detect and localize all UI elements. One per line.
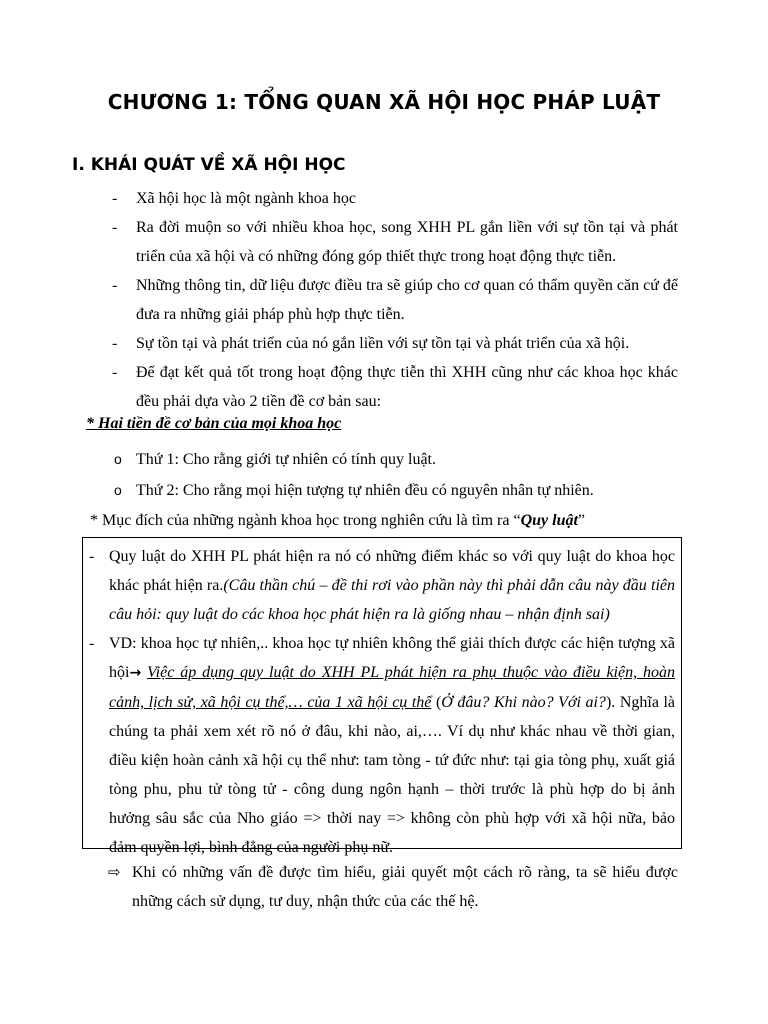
right-arrow-icon: → — [129, 665, 142, 681]
note-underlined-text: Việc áp dụng quy luật do XHH PL phát hiện ra phụ thuộc vào điều kiện, hoàn cảnh, lịch sử, xã hội cụ thể,… của 1 xã hội cụ thể — [109, 664, 676, 711]
list-item — [112, 213, 678, 271]
circle-bullet: o — [114, 451, 122, 467]
list-item-text: Thứ 2: Cho rằng mọi hiện tượng tự nhiên đều có nguyên nhân tự nhiên. — [136, 482, 594, 499]
premises-heading: * Hai tiền đề cơ bản của mọi khoa học — [86, 415, 342, 432]
circle-bullet: o — [114, 482, 122, 498]
list-item — [89, 542, 675, 629]
purpose-emphasis: Quy luật — [520, 512, 578, 529]
note-italic-text: (Câu thần chú – đề thi rơi vào phần này thì phải dẫn câu này đầu tiên câu hỏi: quy luật do các khoa học phát hiện ra là giống nhau – nhận định sai) — [109, 577, 675, 623]
purpose-statement — [90, 506, 690, 535]
dash-bullet: - — [112, 219, 118, 236]
list-item-text: Những thông tin, dữ liệu được điều tra sẽ giúp cho cơ quan có thẩm quyền căn cứ để đưa ra những giải pháp phù hợp thực tiễn. — [136, 277, 678, 323]
list-item — [112, 184, 678, 213]
note-explanation: Nghĩa là chúng ta phải xem xét rõ nó ở đâu, khi nào, ai,…. Ví dụ như khác nhau về thời gian, điều kiện hoàn cảnh xã hội cụ thể như: tam tòng - tứ đức như: tại gia tòng phụ, xuất giá tòng phu, phu tử tòng tử - công dung ngôn hạnh – thời trước là phù hợp do bị ảnh hưởng sâu sắc của Nho giáo => thời nay => không còn phù hợp với xã hội nữa, bảo đảm quyền lợi, bình đẳng của người phụ nữ. — [109, 694, 676, 856]
purpose-prefix: * Mục đích của những ngành khoa học trong nghiên cứu là tìm ra “ — [90, 512, 521, 529]
list-item-text: Để đạt kết quả tốt trong hoạt động thực tiễn thì XHH cũng như các khoa học khác đều phải dựa vào 2 tiền đề cơ bản sau: — [136, 364, 678, 410]
dash-bullet: - — [112, 364, 118, 381]
dash-bullet: - — [112, 335, 118, 352]
note-list — [83, 538, 681, 862]
list-item — [112, 358, 678, 416]
section-heading: I. KHÁI QUÁT VỀ XÃ HỘI HỌC — [72, 155, 346, 175]
dash-bullet: - — [112, 190, 118, 207]
purpose-suffix: ” — [577, 512, 586, 529]
list-item — [112, 329, 678, 358]
list-item — [112, 271, 678, 329]
paren-close: ). — [605, 694, 616, 711]
dash-bullet: - — [89, 635, 95, 652]
list-item — [112, 475, 678, 506]
list-item — [112, 444, 678, 475]
hollow-arrow-icon: ⇨ — [108, 863, 121, 881]
chapter-title: CHƯƠNG 1: TỔNG QUAN XÃ HỘI HỌC PHÁP LUẬT — [107, 90, 661, 114]
list-item-text: Thứ 1: Cho rằng giới tự nhiên có tính quy luật. — [136, 451, 436, 468]
intro-list — [112, 184, 678, 416]
note-text: Quy luật do XHH PL phát hiện ra nó có những điểm khác so với quy luật do khoa học khác phát hiện ra. — [109, 548, 675, 594]
dash-bullet: - — [89, 548, 95, 565]
note-text: VD: khoa học tự nhiên,.. khoa học tự nhiên không thể giải thích được các hiện tượng xã hội — [109, 635, 675, 681]
conclusion-text: Khi có những vấn đề được tìm hiểu, giải quyết một cách rõ ràng, ta sẽ hiểu được những cách sử dụng, tư duy, nhận thức của các thế hệ. — [132, 864, 678, 910]
dash-bullet: - — [112, 277, 118, 294]
list-item-text: Ra đời muộn so với nhiều khoa học, song XHH PL gắn liền với sự tồn tại và phát triển của xã hội và có những đóng góp thiết thực trong hoạt động thực tiễn. — [136, 219, 678, 265]
paren-open: ( — [431, 694, 442, 711]
premises-list — [112, 444, 678, 506]
list-item-text: Sự tồn tại và phát triển của nó gắn liền với sự tồn tại và phát triển của xã hội. — [136, 335, 630, 352]
bordered-note-box — [82, 537, 682, 856]
conclusion — [108, 858, 678, 916]
list-item-text: Xã hội học là một ngành khoa học — [136, 190, 356, 207]
note-italic-question: Ở đâu? Khi nào? Với ai? — [441, 694, 606, 711]
list-item — [89, 629, 675, 862]
conclusion-row — [108, 858, 678, 916]
